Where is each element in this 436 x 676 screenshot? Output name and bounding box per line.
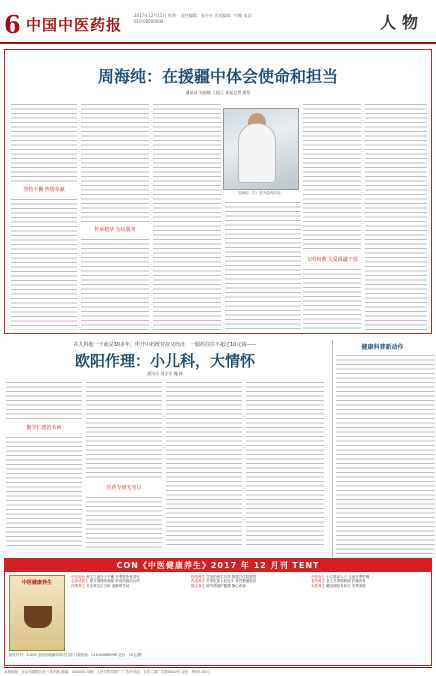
feature-subhead-1: 坚持不懈 热情奉献 [11, 185, 77, 194]
feature-column-3 [153, 102, 221, 330]
toc-item: 老年养生 老人冬季防跌倒 护膝养骨 [311, 579, 366, 584]
magazine-banner [4, 558, 432, 666]
toc-item: 情志养生 调节情绪护健康 静心养神 [191, 583, 246, 588]
page-footer: 本报地址：北京市朝阳区北三环东路 邮编：100000 印刷：人民日报印刷厂 广告许可证：京东工商广字第0000号 定价：每份1.00元 [4, 667, 432, 675]
feature-photo [223, 108, 299, 190]
feature-column-1 [11, 102, 77, 330]
toc-item: 饮食养生 冬季吃萝卜好处多 养胃粥谱推荐 [191, 579, 257, 584]
paper-name: 中国中医药报 [26, 16, 123, 34]
magazine-cover-title: 中医健康养生 [21, 580, 52, 586]
photo-caption: 周海纯（右）在为患者诊治。 [238, 191, 284, 195]
feature-column-5 [365, 102, 427, 330]
feature-column-under-photo [225, 200, 301, 330]
side-column-title: 健康科普新动作 [361, 344, 404, 351]
side-column [332, 340, 432, 558]
middle-column-4 [246, 380, 324, 548]
middle-kicker: 在儿科他一干就是30多年，所开中药既对症又经济，一服药往往不超过10元钱—— [73, 342, 257, 348]
subscription-info: 邮发代号：2-000 全国各地邮局均可订阅 订阅热线：010-64089099 定价：10元/期 [9, 653, 142, 657]
toc-item: 中医育儿 小儿推拿入门 儿童冬季护理 [311, 575, 370, 579]
banner-title: CON《中医健康养生》2017 年 12 月刊 TENT [5, 559, 431, 572]
section-title: 人物 [379, 13, 424, 32]
middle-headline: 欧阳作理：小儿科，大情怀 [74, 352, 255, 370]
feature-byline: 通讯员 刘丽娜 王振江 本报记者 黄蓓 [185, 90, 251, 95]
feature-subhead-2: 传承精华 为民服务 [81, 225, 149, 234]
toc-item: 中医论坛 养生之道在于平衡 冬季进补有讲究 [71, 575, 140, 579]
middle-byline: 通讯员 刘小军 魏 林 [147, 371, 183, 376]
masthead [0, 0, 436, 44]
middle-subhead-1: 勤学仁德治未病 [6, 423, 82, 432]
toc-column-1 [71, 575, 185, 651]
toc-item: 女性养生 暖宫调经有妙方 冬季美肤 [311, 583, 366, 588]
masthead-meta: 2017年12月11日 星期一 责任编辑：张丹丹 美术编辑：付娜 电话：010-00000000 [134, 13, 256, 24]
feature-column-4 [303, 102, 361, 330]
magazine-cover-image [9, 575, 65, 651]
toc-item: 经络养生 艾灸的养生功效 按揉穴位防感冒 [191, 575, 257, 579]
toc-column-2 [191, 575, 305, 651]
page-number: 6 [4, 10, 21, 39]
toc-column-3 [311, 575, 425, 651]
toc-item: 名家谈养生 膏方调理的奥秘 药食同源话山药 [71, 579, 140, 584]
feature-body [11, 102, 427, 330]
middle-subhead-2: 医药专研无穷尽 [86, 483, 162, 492]
middle-column-2 [86, 380, 162, 548]
feature-article [4, 49, 432, 334]
toc-item: 四季养生 冬至养生正当时 泡脚的学问 [71, 583, 130, 588]
feature-headline: 周海纯：在援疆中体会使命和担当 [97, 67, 338, 86]
middle-body [6, 380, 326, 548]
table-of-contents [71, 575, 427, 651]
pot-icon [24, 606, 52, 628]
feature-subhead-3: 文明和谐 关爱援疆干部 [303, 255, 361, 264]
feature-column-2 [81, 102, 149, 330]
middle-column-3 [166, 380, 242, 548]
middle-column-1 [6, 380, 82, 548]
